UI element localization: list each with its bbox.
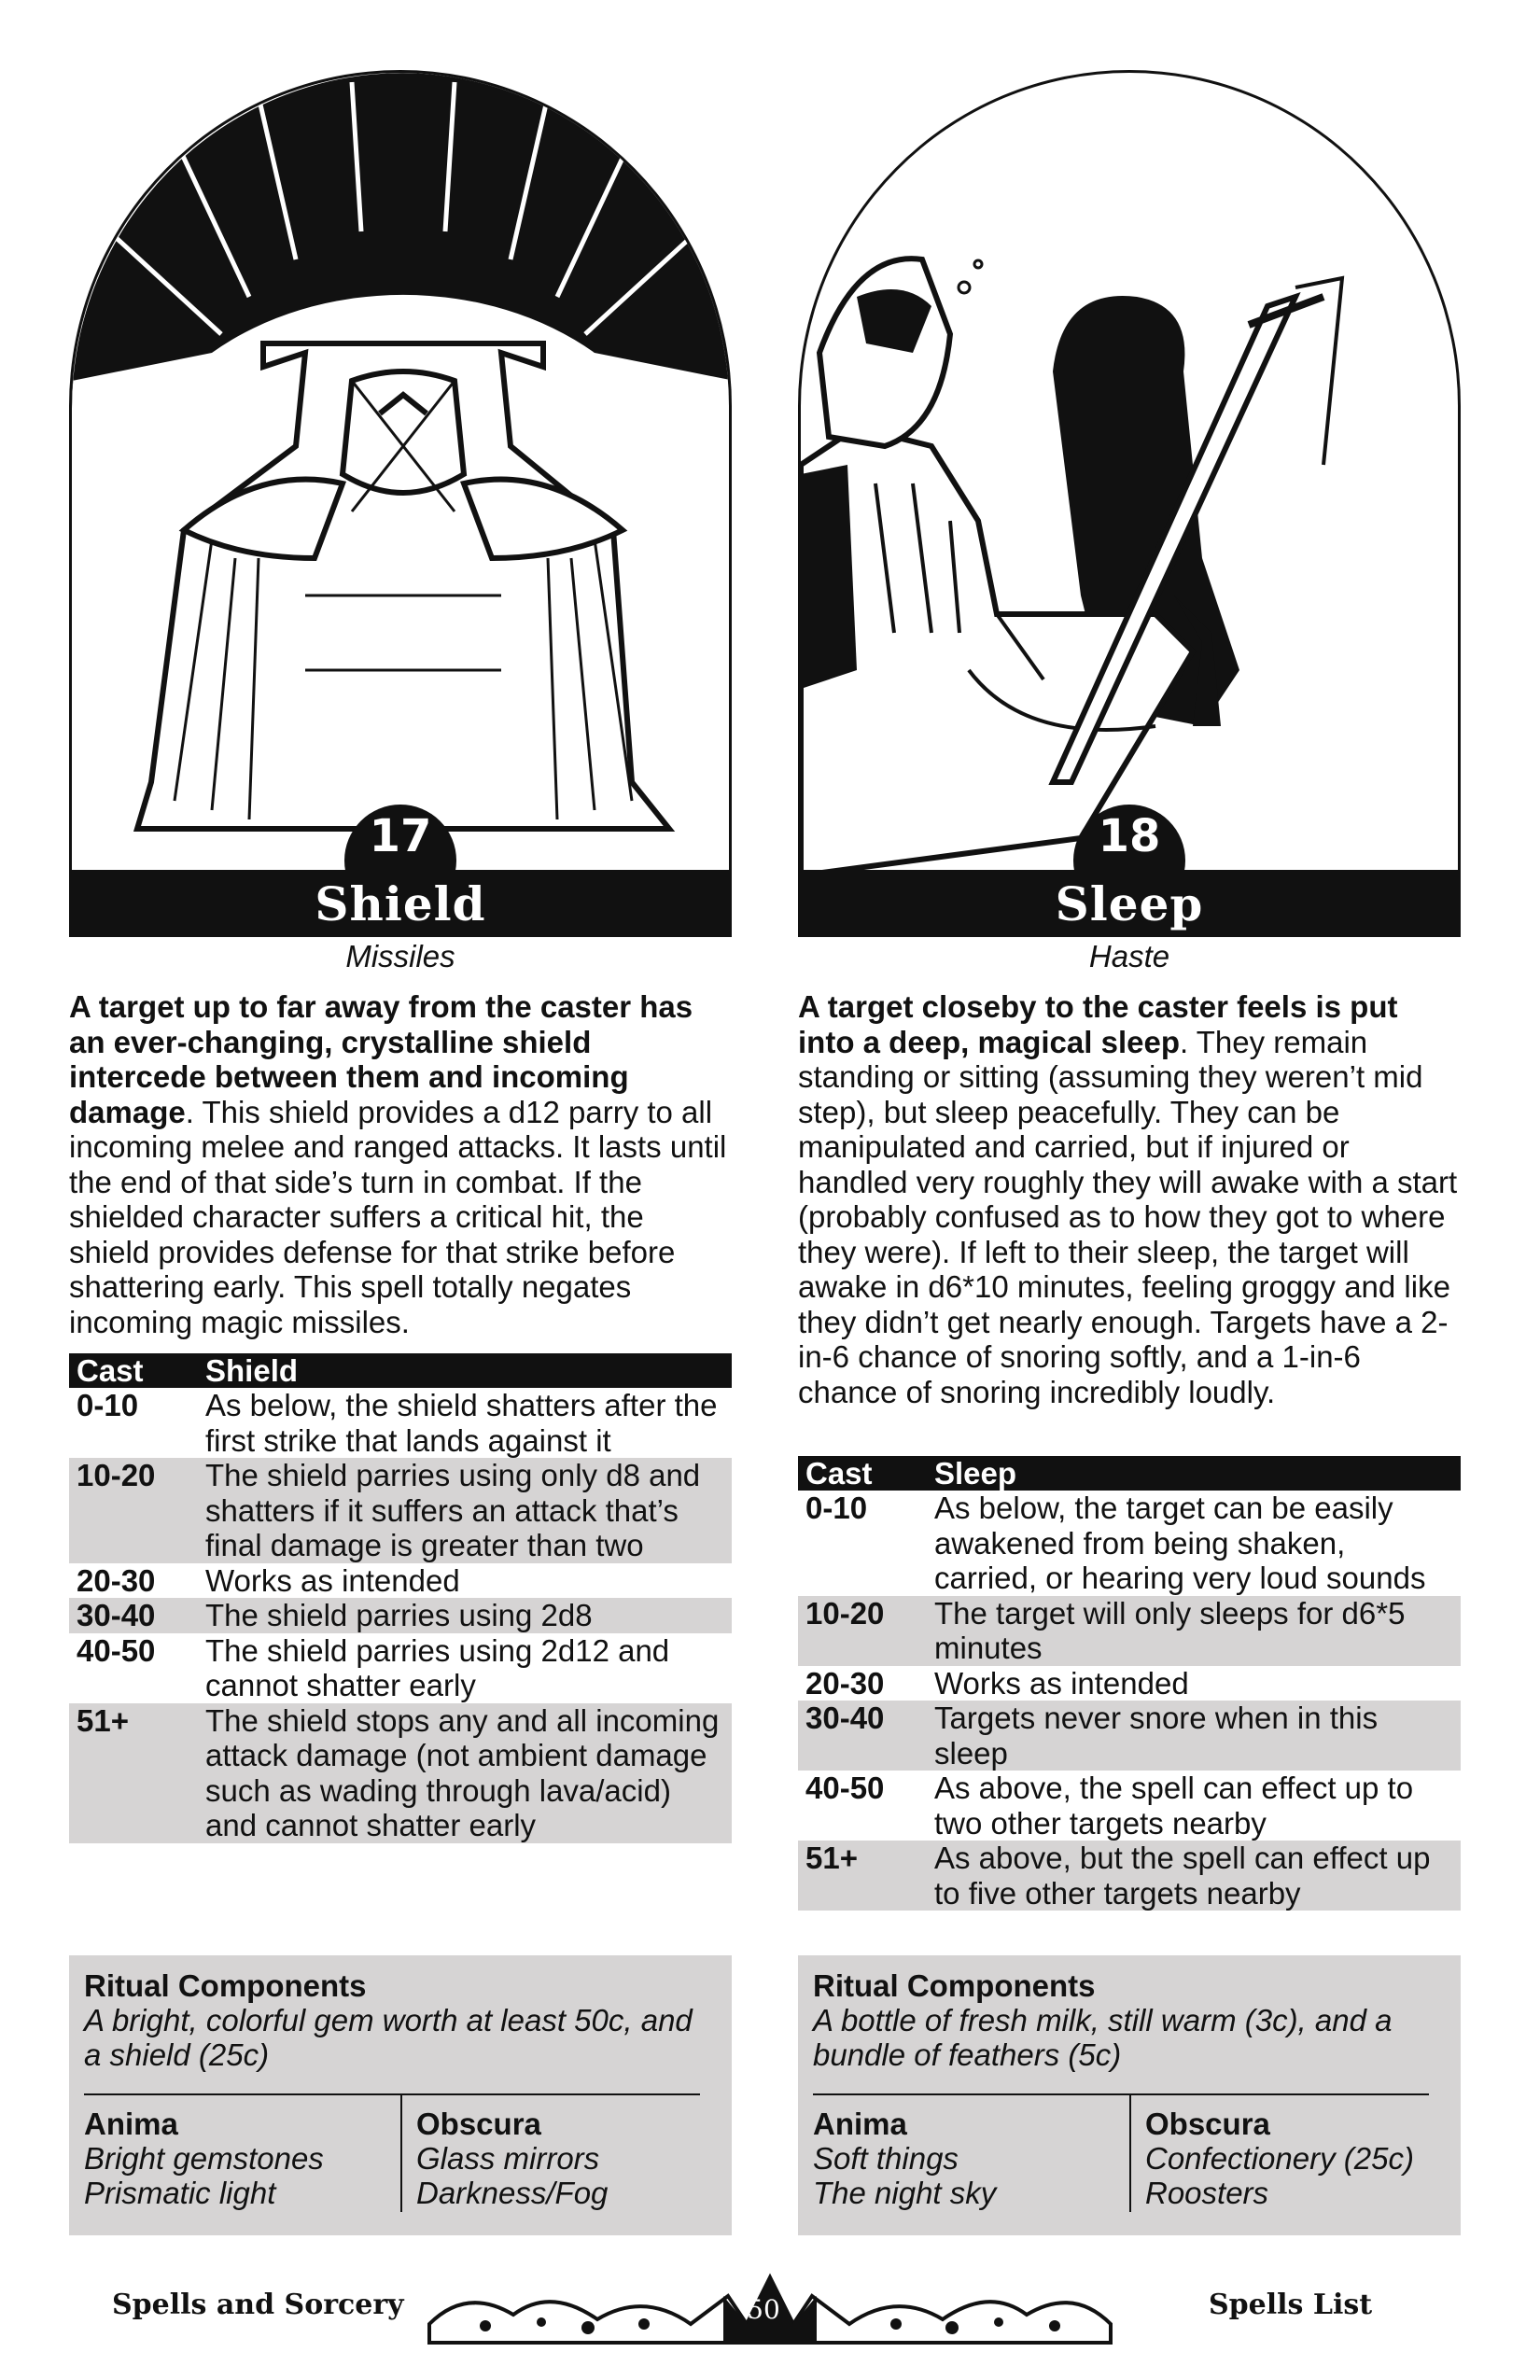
cast-effect: The shield parries using 2d12 and cannot shatter early	[205, 1632, 670, 1702]
table-row	[798, 1666, 1461, 1701]
spell-title: Sleep	[798, 870, 1461, 937]
divider	[400, 2095, 402, 2212]
cast-effect: The shield stops any and all incoming attack damage (not ambient damage such as wading through lava/acid) and cannot shatter early	[205, 1702, 720, 1842]
sleeping-knight-illustration	[801, 73, 1461, 873]
cast-range: 51+	[805, 1841, 858, 1875]
cast-effect: Works as intended	[934, 1665, 1189, 1701]
cast-effect: The shield parries using 2d8	[205, 1598, 593, 1632]
cast-range: 20-30	[77, 1562, 156, 1598]
table-row	[69, 1388, 732, 1458]
page-number: 50	[747, 2294, 780, 2325]
cast-effect: As above, but the spell can effect up to five other targets nearby	[934, 1841, 1431, 1911]
anima-section	[813, 2107, 1121, 2210]
table-row	[798, 1771, 1461, 1841]
table-row	[798, 1701, 1461, 1771]
spell-description-bold: A target closeby to the caster feels is put into a deep, magical sleep	[798, 989, 1398, 1059]
spell-number: 17	[344, 805, 456, 917]
cast-range: 30-40	[805, 1701, 885, 1735]
table-row	[69, 1633, 732, 1703]
cast-header-label: Cast	[805, 1456, 873, 1491]
spell-description-rest: . This shield provides a d12 parry to all incoming melee and ranged attacks. It lasts until the end of that side’s turn in combat. If the shielded character suffers a critical hit, the shield provides defense for that strike before shattering early. This spell totally negates incoming magic missiles.	[69, 1094, 727, 1339]
anima-title: Anima	[813, 2107, 907, 2141]
spell-illustration-arch	[69, 70, 732, 873]
anima-item: Prismatic light	[84, 2176, 276, 2210]
shield-caster-illustration	[72, 73, 732, 873]
anima-item: Soft things	[813, 2141, 959, 2176]
table-row	[69, 1703, 732, 1843]
spell-title: Shield	[69, 870, 732, 937]
cast-range: 51+	[77, 1702, 129, 1738]
spell-description	[69, 989, 732, 1339]
cast-range: 0-10	[805, 1491, 868, 1525]
cast-range: 30-40	[77, 1598, 156, 1632]
anima-item: The night sky	[813, 2176, 997, 2210]
cast-table-header	[69, 1353, 732, 1388]
obscura-item: Roosters	[1145, 2176, 1269, 2210]
spell-number: 18	[1073, 805, 1185, 917]
cast-effect: Targets never snore when in this sleep	[934, 1701, 1379, 1771]
spell-subtitle: Haste	[1088, 939, 1170, 973]
spell-description	[798, 989, 1461, 1409]
table-row	[798, 1491, 1461, 1596]
cast-table	[798, 1456, 1461, 1911]
obscura-title: Obscura	[416, 2107, 541, 2141]
anima-title: Anima	[84, 2107, 178, 2141]
cast-range: 0-10	[77, 1388, 139, 1422]
cast-table-header	[798, 1456, 1461, 1491]
cast-table	[69, 1353, 732, 1843]
obscura-item: Darkness/Fog	[416, 2176, 609, 2210]
table-row	[798, 1841, 1461, 1911]
cast-effect: As above, the spell can effect up to two other targets nearby	[934, 1771, 1414, 1841]
cast-effect: As below, the shield shatters after the first strike that lands against it	[205, 1388, 718, 1458]
page-footer	[0, 2249, 1540, 2352]
cast-effect: Works as intended	[205, 1562, 460, 1598]
cast-range: 10-20	[77, 1458, 156, 1492]
ritual-components-box	[69, 1955, 732, 2235]
spell-subtitle: Missiles	[345, 939, 455, 973]
cast-effect: The target will only sleeps for d6*5 minutes	[934, 1595, 1406, 1665]
effect-header-label: Shield	[205, 1353, 299, 1388]
obscura-section	[1145, 2107, 1453, 2210]
footer-book-title: Spells and Sorcery	[112, 2289, 404, 2321]
obscura-item: Confectionery (25c)	[1145, 2141, 1414, 2176]
spell-description-rest: . They remain standing or sitting (assuming they weren’t mid step), but sleep peacefully. They can be manipulated and carried, but if injured or handled very roughly they will awake with a start (probably confused as to how they got to where they were). If left to their sleep, the target will awake in d6*10 minutes, feeling groggy and like they didn’t get nearly enough. Targets have a 2-in-6 chance of snoring softly, and a 1-in-6 chance of snoring incredibly loudly.	[798, 1024, 1458, 1409]
cast-range: 20-30	[805, 1665, 885, 1701]
table-row	[69, 1563, 732, 1599]
obscura-item: Glass mirrors	[416, 2141, 600, 2176]
obscura-title: Obscura	[1145, 2107, 1270, 2141]
effect-header-label: Sleep	[934, 1456, 1017, 1491]
divider	[813, 2093, 1429, 2095]
anima-section	[84, 2107, 392, 2210]
cast-effect: As below, the target can be easily awakened from being shaken, carried, or hearing very loud sounds	[934, 1491, 1426, 1595]
cast-range: 10-20	[805, 1595, 885, 1631]
ritual-description: A bright, colorful gem worth at least 50c, and a shield (25c)	[84, 2003, 693, 2072]
ritual-description: A bottle of fresh milk, still warm (3c), and a bundle of feathers (5c)	[813, 2003, 1393, 2072]
cast-effect: The shield parries using only d8 and shatters if it suffers an attack that’s final damage is greater than two	[205, 1458, 701, 1562]
table-row	[69, 1598, 732, 1633]
divider	[84, 2093, 700, 2095]
cast-range: 40-50	[805, 1771, 885, 1805]
spell-illustration-arch	[798, 70, 1461, 873]
ritual-title: Ritual Components	[84, 1968, 367, 2003]
cast-header-label: Cast	[77, 1353, 144, 1388]
footer-section-title: Spells List	[1209, 2289, 1373, 2321]
cast-range: 40-50	[77, 1632, 156, 1668]
table-row	[69, 1458, 732, 1563]
anima-item: Bright gemstones	[84, 2141, 324, 2176]
divider	[1129, 2095, 1131, 2212]
obscura-section	[416, 2107, 724, 2210]
ritual-components-box	[798, 1955, 1461, 2235]
ritual-title: Ritual Components	[813, 1968, 1096, 2003]
table-row	[798, 1596, 1461, 1666]
spell-description-bold: A target up to far away from the caster has an ever-changing, crystalline shield intercede between them and incoming damage	[69, 989, 693, 1129]
